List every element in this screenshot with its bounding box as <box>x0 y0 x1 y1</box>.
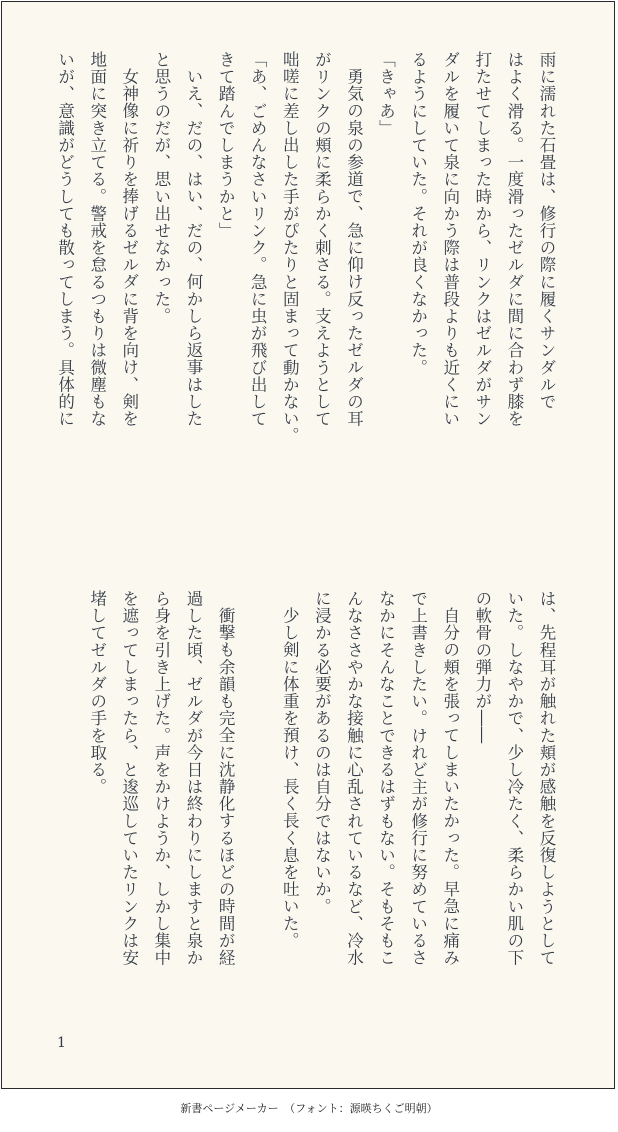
text-line: 「きゃあ」 <box>376 51 396 137</box>
page-number: 1 <box>57 1035 66 1051</box>
text-line: 雨に濡れた石畳は、修行の際に履くサンダルで <box>537 51 556 411</box>
text-line: 少し剣に体重を預け、長く長く息を吐いた。 <box>280 606 300 949</box>
text-line: いえ、だの、はい、だの、何かしら返事はした <box>183 67 203 427</box>
text-line: 女神像に祈りを捧げるゼルダに背を向け、剣を <box>119 67 139 427</box>
text-line: 「あ、ごめんなさいリンク。急に虫が飛び出して <box>248 51 268 428</box>
text-line: に浸かる必要があるのは自分ではないか。 <box>312 590 332 915</box>
text-line: るようにしていた。それが良くなかった。 <box>408 51 428 376</box>
text-line: きて踏んでしまうかと」 <box>216 51 236 240</box>
text-line: んなささやかな接触に心乱されているなど、冷水 <box>344 590 364 967</box>
text-line: ら身を引き上げた。声をかけようか、しかし集中 <box>151 590 171 967</box>
text-line: の軟骨の弾力が―― <box>472 590 492 744</box>
text-line: 過した頃、ゼルダが今日は終わりにしますと泉か <box>183 590 203 967</box>
text-line: は、先程耳が触れた頬が感触を反復しようとして <box>537 590 556 967</box>
text-line: 自分の頬を張ってしまいたかった。早急に痛み <box>440 606 460 966</box>
text-line: 打たせてしまった時から、リンクはゼルダがサン <box>472 51 492 428</box>
text-line: いた。しなやかで、少し冷たく、柔らかい肌の下 <box>504 590 524 967</box>
text-line: 地面に突き立てる。警戒を怠るつもりは微塵もな <box>87 51 107 428</box>
text-line: ダルを履いて泉に向かう際は普段よりも近くにい <box>440 51 460 428</box>
text-line: はよく滑る。一度滑ったゼルダに間に合わず膝を <box>504 51 524 428</box>
text-block-top <box>49 51 563 536</box>
text-line: と思うのだが、思い出せなかった。 <box>151 51 171 325</box>
text-block-bottom <box>81 590 562 990</box>
text-line: 咄嗟に差し出した手がぴたりと固まって動かない。 <box>280 51 300 445</box>
text-line: いが、意識がどうしても散ってしまう。具体的に <box>55 51 75 428</box>
text-line: 衝撃も余韻も完全に沈静化するほどの時間が経 <box>216 606 236 966</box>
text-line: 堵してゼルダの手を取る。 <box>87 590 107 796</box>
text-line: 勇気の泉の参道で、急に仰け反ったゼルダの耳 <box>344 67 364 427</box>
text-line: がリンクの頬に柔らかく刺さる。支えようとして <box>312 51 332 428</box>
footer-caption: 新書ページメーカー （フォント：源暎ちくご明朝） <box>180 1102 438 1115</box>
blank-line <box>241 590 273 990</box>
book-page <box>1 1 615 1089</box>
text-line: なかにそんなことできるはずもない。そもそもこ <box>376 590 396 967</box>
text-line: を遮ってしまったら、と逡巡していたリンクは安 <box>119 590 139 967</box>
text-line: で上書きしたい。けれど主が修行に努めているさ <box>408 590 428 967</box>
